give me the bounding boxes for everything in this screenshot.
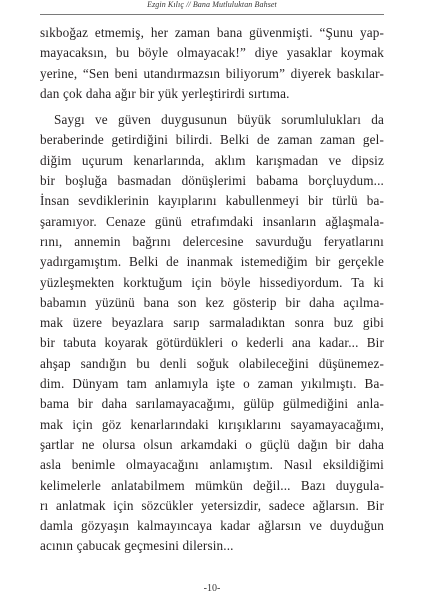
text-line: sıkboğaz etmemiş, her zaman bana güvenmişti. “Şunu yap- [40, 25, 384, 40]
text-line: babamın yüzünü bana son kez gösterip bir daha açılma- [40, 294, 384, 310]
text-line: mak için göz kenarlarındaki kırışıklarını sayamayacağımı, [40, 416, 384, 432]
text-line: yadırgamıştım. Belki de inanmak istemediğim bir gerçekle [40, 254, 384, 270]
text-line: bama bir daha sarılamayacağımı, gülüp gülmediğini anla- [40, 396, 384, 412]
text-line: şaramıyor. Cenaze günü etrafımdaki insanların ağlaşmala- [40, 213, 384, 229]
text-line: bir tabuta koyarak götürdükleri o kederli ana kadar... Bir [40, 335, 384, 351]
body-text [40, 23, 384, 557]
text-line: mayacaksın, bu böyle olmayacak!” diye yasaklar koymak [40, 45, 384, 61]
running-header [40, 0, 384, 15]
page-number-text: -10- [203, 583, 221, 594]
text-line: İnsan sevdiklerinin kayıplarını kabullenmeyi bir türlü ba- [40, 193, 384, 209]
paragraph [40, 23, 384, 104]
text-line: asla benimle olmayacağını anlamıştım. Nasıl eksildiğimi [40, 457, 384, 473]
text-line: dim. Dünyam tam anlamıyla işte o zaman yıkılmıştı. Ba- [40, 376, 384, 392]
text-line: acının çabucak geçmesini dilersin... [40, 538, 234, 554]
text-line: yerine, “Sen beni utandırmazsın biliyorum” diyerek baskılar- [40, 65, 384, 81]
text-line: damla gözyaşın kalmayıncaya kadar ağlarsın ve duyduğun [40, 518, 384, 534]
text-line: rı anlatmak için sözcükler yetersizdir, sadece ağlarsın. Bir [40, 497, 384, 513]
text-line: yüzleşmekten korktuğum için böyle hissediyordum. Ta ki [40, 274, 384, 290]
text-line: bir boşluğa basmadan dönüşlerimi babama borçluydum... [40, 173, 384, 189]
text-line: şartlar ne olursa olsun arkamdaki o güçlü dağın bir daha [40, 436, 384, 452]
text-line: beraberinde getirdiğini bilirdi. Belki de zaman zaman gel- [40, 132, 384, 148]
text-line: diğim uçurum kenarlarında, aklım karışmadan ve dipsiz [40, 152, 384, 168]
text-line: Saygı ve güven duygusunun büyük sorumlulukları da [54, 112, 384, 128]
text-line: mak üzere beyazlara sarıp sarmaladıktan sonra buz gibi [40, 315, 384, 331]
running-title: Ezgin Kılıç // Bana Mutluluktan Bahset [147, 0, 277, 9]
paragraph [40, 110, 384, 557]
text-line: ahşap sandığın bu denli soğuk olabileceğini düşünemez- [40, 355, 384, 371]
text-line: rını, annemin bağrını delercesine savurduğu feryatlarını [40, 233, 384, 249]
text-line: dan çok daha ağır bir yük yerleştirirdi sırtıma. [40, 85, 290, 101]
page-number [0, 583, 424, 595]
text-line: kelimelerle anlatabilmem mümkün değil... Bazı duygula- [40, 477, 384, 493]
